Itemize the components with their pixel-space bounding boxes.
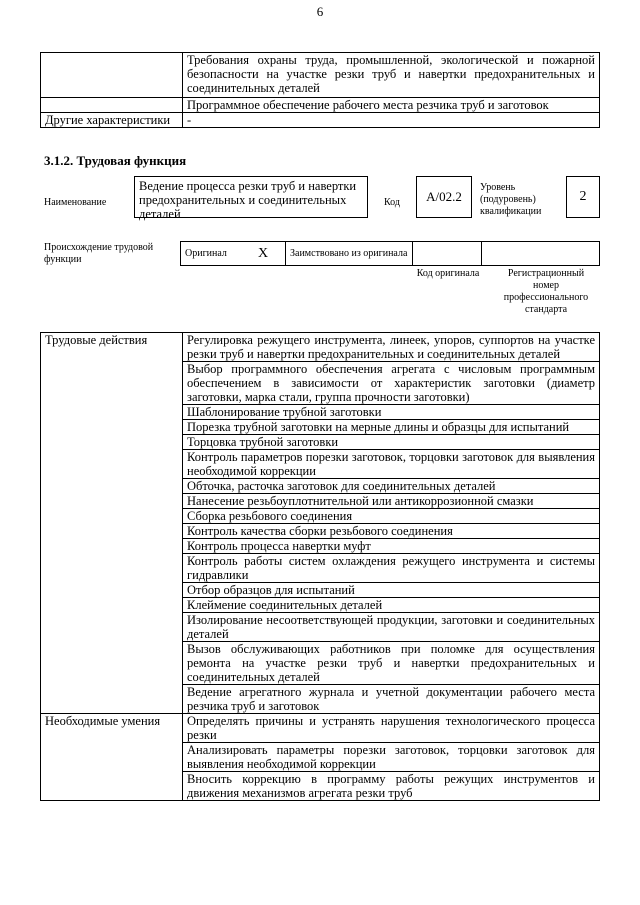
code-original-cell xyxy=(413,242,482,266)
list-item: Ведение агрегатного журнала и учетной документации рабочего места резчика труб и заготовок xyxy=(183,685,600,714)
list-item: Контроль параметров порезки заготовок, торцовки заготовок для выявления необходимой коррекции xyxy=(183,450,600,479)
top-table xyxy=(40,52,600,128)
origin-table xyxy=(180,241,600,266)
list-item: Контроль качества сборки резьбового соединения xyxy=(183,524,600,539)
list-item: Определять причины и устранять нарушения технологического процесса резки xyxy=(183,714,600,743)
list-item: Порезка трубной заготовки на мерные длины и образцы для испытаний xyxy=(183,420,600,435)
list-item: Торцовка трубной заготовки xyxy=(183,435,600,450)
list-item: Нанесение резьбоуплотнительной или антикоррозионной смазки xyxy=(183,494,600,509)
reg-number-cell xyxy=(482,242,600,266)
table-row xyxy=(41,714,600,743)
code-label: Код xyxy=(384,197,400,208)
list-item: Контроль работы систем охлаждения режущего инструмента и системы гидравлики xyxy=(183,554,600,583)
list-item: Контроль процесса навертки муфт xyxy=(183,539,600,554)
original-label: Оригинал xyxy=(181,242,242,266)
list-item: Вызов обслуживающих работников при поломке для осуществления ремонта на участке резки труб и навертки предохранительных и соединительных деталей xyxy=(183,642,600,685)
section-title: 3.1.2. Трудовая функция xyxy=(44,153,187,168)
list-item: Анализировать параметры порезки заготовок, торцовки заготовок для выявления необходимой коррекции xyxy=(183,743,600,772)
code-original-label: Код оригинала xyxy=(416,268,480,279)
row-value: Требования охраны труда, промышленной, экологической и пожарной безопасности на участке резки труб и навертки предохранительных и соединительных деталей xyxy=(183,53,600,98)
list-item: Сборка резьбового соединения xyxy=(183,509,600,524)
original-mark: X xyxy=(241,242,286,266)
page-number: 6 xyxy=(316,4,324,19)
row-label: Другие характеристики xyxy=(41,113,183,128)
level-label: Уровень (подуровень) квалификации xyxy=(480,182,542,217)
group-label: Трудовые действия xyxy=(41,333,183,714)
origin-label: Происхождение трудовой функции xyxy=(44,242,154,265)
group-label: Необходимые умения xyxy=(41,714,183,801)
code-value: A/02.2 xyxy=(416,176,472,218)
name-value: Ведение процесса резки труб и навертки предохранительных и соединительных деталей xyxy=(134,176,368,218)
table-row xyxy=(41,333,600,362)
list-item: Отбор образцов для испытаний xyxy=(183,583,600,598)
list-item: Изолирование несоответствующей продукции, заготовки и соединительных деталей xyxy=(183,613,600,642)
reg-number-label: Регистрационный номер профессионального стандарта xyxy=(503,268,589,315)
table-row xyxy=(41,113,600,128)
table-row xyxy=(41,53,600,98)
row-value: Программное обеспечение рабочего места резчика труб и заготовок xyxy=(183,98,600,113)
list-item: Шаблонирование трубной заготовки xyxy=(183,405,600,420)
row-value: - xyxy=(183,113,600,128)
level-value: 2 xyxy=(566,176,600,218)
main-table xyxy=(40,332,600,801)
row-label xyxy=(41,98,183,113)
list-item: Вносить коррекцию в программу работы режущих инструментов и движения механизмов агрегата резки труб xyxy=(183,772,600,801)
name-label: Наименование xyxy=(44,197,107,208)
list-item: Клеймение соединительных деталей xyxy=(183,598,600,613)
list-item: Выбор программного обеспечения агрегата с числовым программным обеспечением в зависимости от характеристик заготовки (диаметр заготовки, марка стали, группа прочности заготовки) xyxy=(183,362,600,405)
table-row xyxy=(41,98,600,113)
list-item: Обточка, расточка заготовок для соединительных деталей xyxy=(183,479,600,494)
row-label xyxy=(41,53,183,98)
borrowed-label: Заимствовано из оригинала xyxy=(286,242,413,266)
list-item: Регулировка режущего инструмента, линеек, упоров, суппортов на участке резки труб и навертки предохранительных и соединительных деталей xyxy=(183,333,600,362)
